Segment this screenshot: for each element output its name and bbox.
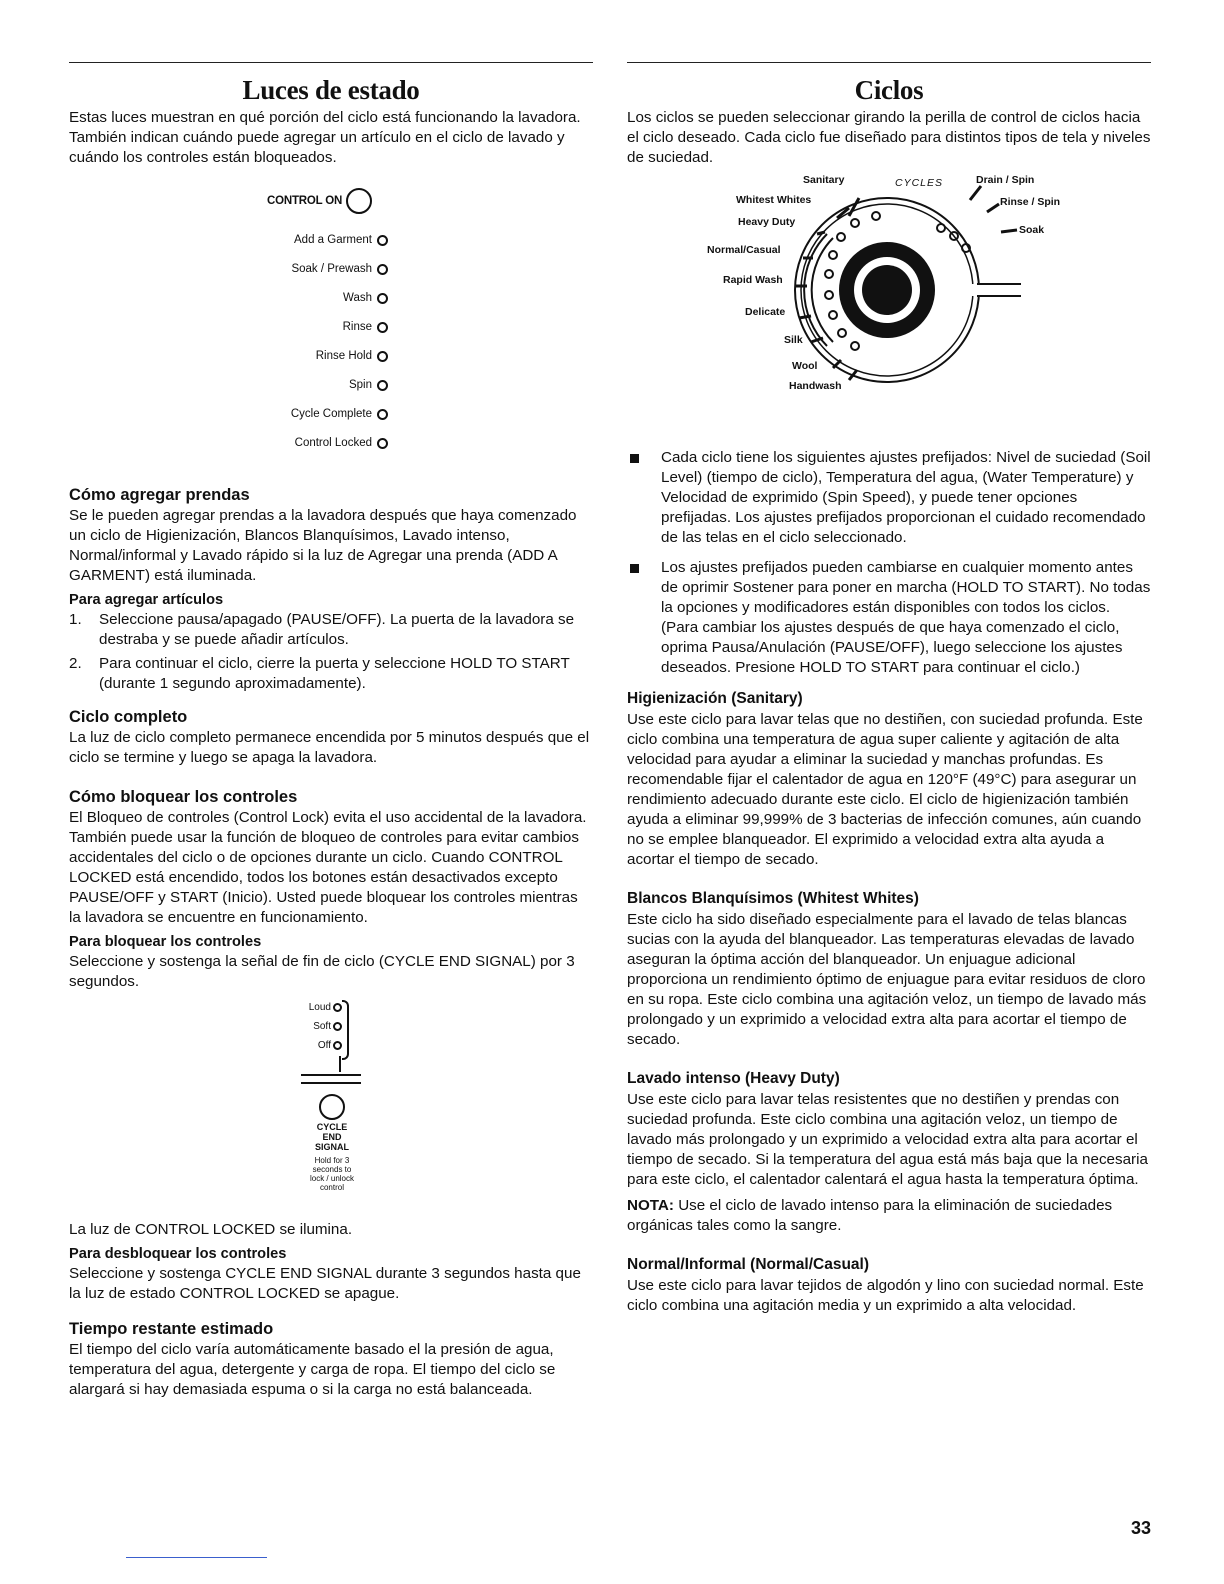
heavy-duty-note — [627, 1196, 1151, 1236]
note-label: NOTA: — [627, 1197, 674, 1214]
left-column — [69, 62, 593, 1400]
add-garments-text: Se le pueden agregar prendas a la lavadora después que haya comenzado un ciclo de Higienización, Blancos Blanquísimos, Lavado intenso, Normal/informal y Lavado rápido si la luz de Agregar una prenda (ADD A GARMENT) está iluminada. — [69, 507, 577, 584]
whitest-whites-text: Este ciclo ha sido diseñado especialmente para el lavado de telas blancas sucias con la ayuda del blanqueador. Las temperaturas elevadas de lavado aseguran la óptima acción del blanqueador. Un enjuague adicional proporciona un rendimiento óptimo de enjuague para evitar residuos de cloro en su ropa. Este ciclo combina una agitación veloz, un tiempo de lavado más prolongado y un exprimido a velocidad extra alta para acortar el tiempo de secado. — [627, 911, 1147, 1048]
bullet-square-icon — [630, 454, 639, 463]
signal-level-icon — [333, 1041, 342, 1050]
signal-level-label: Soft — [313, 1021, 331, 1032]
heading-cycle-complete: Ciclo completo — [69, 708, 188, 726]
status-light-label: Wash — [343, 292, 372, 304]
hold-line: Hold for 3 — [314, 1156, 350, 1165]
label-line: END — [322, 1132, 342, 1142]
status-lights-panel — [69, 186, 593, 474]
cycle-dial-graphic — [627, 174, 1151, 436]
dial-title: CYCLES — [895, 177, 944, 189]
status-light-row — [295, 437, 388, 449]
signal-level-label: Off — [317, 1040, 331, 1051]
top-rule — [627, 62, 1151, 63]
status-light-icon — [377, 293, 388, 304]
bullet-text: Cada ciclo tiene los siguientes ajustes prefijados: Nivel de suciedad (Soil Level) (tiempo de ciclo), Temperatura del agua, (Water Temperature) y Velocidad de exprimido (Spin Speed), y puede tener opciones prefijadas. Los ajustes prefijados proporcionan el cuidado recomendado de las telas en el ciclo seleccionado. — [661, 449, 1151, 546]
control-on-ring-icon — [346, 188, 372, 214]
status-light-row — [316, 350, 388, 362]
signal-level-row — [298, 998, 342, 1017]
bullet-item — [627, 448, 1151, 548]
unlock-controls-text: Seleccione y sostenga CYCLE END SIGNAL durante 3 segundos hasta que la luz de estado CONTROL LOCKED se apague. — [69, 1265, 581, 1302]
signal-level-icon — [333, 1022, 342, 1031]
dial-cycle-label: Whitest Whites — [736, 194, 812, 206]
heading-heavy-duty: Lavado intenso (Heavy Duty) — [627, 1070, 840, 1087]
label-line: SIGNAL — [314, 1142, 349, 1152]
hold-line: control — [319, 1183, 344, 1192]
dial-cycle-label: Wool — [792, 360, 818, 372]
step-text: Para continuar el ciclo, cierre la puerta y seleccione HOLD TO START (durante 1 segundo aproximadamente). — [99, 655, 570, 692]
cycle-complete-text: La luz de ciclo completo permanece encendida por 5 minutos después que el ciclo se termine y luego se apaga la lavadora. — [69, 729, 590, 766]
heading-add-garments: Cómo agregar prendas — [69, 486, 250, 504]
dial-cycle-label: Sanitary — [803, 174, 845, 186]
hold-instructions — [282, 1156, 382, 1192]
dial-cycle-label: Soak — [1019, 224, 1045, 236]
hold-line: lock / unlock — [309, 1174, 355, 1183]
status-light-row — [343, 321, 388, 333]
section-title-cycles: Ciclos — [854, 75, 924, 105]
normal-casual-text: Use este ciclo para lavar tejidos de algodón y lino con suciedad normal. Este ciclo combina una agitación media y un exprimido a alta velocidad. — [627, 1277, 1144, 1314]
heading-sanitary: Higienización (Sanitary) — [627, 690, 803, 707]
status-light-icon — [377, 322, 388, 333]
dial-cycle-label: Drain / Spin — [976, 174, 1035, 186]
step-text: Seleccione pausa/apagado (PAUSE/OFF). La puerta de la lavadora se destraba y se puede añadir artículos. — [99, 611, 575, 648]
hold-line: seconds to — [312, 1165, 352, 1174]
signal-level-label: Loud — [308, 1002, 331, 1013]
status-light-icon — [377, 380, 388, 391]
status-intro: Estas luces muestran en qué porción del ciclo está funcionando la lavadora. También indican cuándo puede agregar un artículo en el ciclo de lavado y cuándo los controles están bloqueados. — [69, 109, 581, 166]
control-locked-lights: La luz de CONTROL LOCKED se ilumina. — [69, 1221, 353, 1238]
right-column — [627, 62, 1151, 1316]
footer-line — [126, 1557, 267, 1558]
dial-cycle-label: Handwash — [789, 380, 842, 392]
status-light-row — [349, 379, 388, 391]
label-line: CYCLE — [316, 1122, 348, 1132]
dial-cycle-label: Rinse / Spin — [1000, 196, 1061, 208]
signal-level-row — [298, 1017, 342, 1036]
sanitary-text: Use este ciclo para lavar telas que no destiñen, con suciedad profunda. Este ciclo combina una temperatura de agua super caliente y agitación de alta velocidad para ayudar a eliminar la suciedad y manchas profundas. Es recomendable fijar el calentador de agua en 120°F (49°C) para asegurar un rendimiento adecuado durante este ciclo. El ciclo de higienización también ayuda a eliminar 99,999% de 3 bacterias de infección comunes, aún cuando no se emplee blanqueador. El exprimido a velocidad extra alta ayuda a acortar el tiempo de secado. — [627, 711, 1143, 868]
dial-cycle-label: Rapid Wash — [723, 274, 783, 286]
bullet-square-icon — [630, 564, 639, 573]
lock-controls-text: El Bloqueo de controles (Control Lock) evita el uso accidental de la lavadora. También puede usar la función de bloqueo de controles para evitar cambios accidentales del ciclo o de opciones durante un ciclo. Cuando CONTROL LOCKED está encendido, todos los botones están desactivados excepto PAUSE/OFF y START (Inicio). Usted puede bloquear los controles mientras la lavadora se encuentre en funcionamiento. — [69, 809, 587, 926]
status-light-row — [291, 263, 388, 275]
heavy-duty-text: Use este ciclo para lavar telas resistentes que no destiñen y prendas con suciedad profunda. Este ciclo combina una agitación veloz, un tiempo de lavado más prolongado y un exprimido a velocidad extra alta para acortar el tiempo de secado. Si la temperatura del agua está más baja que la necesaria para este ciclo, el calentador calentará el agua hasta la temperatura óptima. — [627, 1091, 1148, 1188]
status-light-label: Spin — [348, 379, 372, 391]
dial-cycle-label: Silk — [784, 334, 803, 346]
status-light-icon — [377, 235, 388, 246]
cycle-dial-diagram — [627, 174, 1151, 436]
step-item — [69, 654, 593, 694]
dial-cycle-label: Normal/Casual — [707, 244, 781, 256]
signal-level-row — [298, 1036, 342, 1055]
status-light-icon — [377, 264, 388, 275]
status-light-row — [294, 234, 388, 246]
divider — [301, 1082, 361, 1084]
note-text: Use el ciclo de lavado intenso para la eliminación de suciedades orgánicas tales como la sangre. — [627, 1197, 1113, 1234]
dial-cycle-label: Delicate — [745, 306, 786, 318]
status-light-label: Soak / Prewash — [291, 263, 372, 275]
heading-time-remaining: Tiempo restante estimado — [69, 1320, 274, 1338]
step-number: 1. — [69, 611, 82, 628]
subheading-lock-controls: Para bloquear los controles — [69, 934, 262, 950]
status-light-icon — [377, 351, 388, 362]
bullet-item — [627, 558, 1151, 678]
control-on-label: CONTROL ON — [267, 195, 343, 207]
connector-line — [339, 1056, 341, 1072]
signal-level-icon — [333, 1003, 342, 1012]
cycle-end-signal-label — [282, 1122, 382, 1152]
subheading-unlock-controls: Para desbloquear los controles — [69, 1246, 287, 1262]
cycle-end-signal-panel — [69, 998, 593, 1220]
heading-whitest-whites: Blancos Blanquísimos (Whitest Whites) — [627, 890, 919, 907]
cycle-end-signal-button — [319, 1094, 345, 1120]
cycle-notes-list — [627, 448, 1151, 678]
status-light-row — [291, 408, 388, 420]
signal-level-selector — [298, 998, 342, 1055]
status-light-label: Rinse — [342, 321, 372, 333]
control-on-indicator — [267, 188, 372, 214]
top-rule — [69, 62, 593, 63]
heading-lock-controls: Cómo bloquear los controles — [69, 788, 298, 806]
status-light-label: Cycle Complete — [290, 408, 372, 420]
step-number: 2. — [69, 655, 82, 672]
status-light-icon — [377, 409, 388, 420]
dial-cycle-label: Heavy Duty — [738, 216, 796, 228]
divider — [301, 1074, 361, 1076]
status-light-icon — [377, 438, 388, 449]
add-items-steps — [69, 610, 593, 694]
subheading-add-items: Para agregar artículos — [69, 592, 224, 608]
time-remaining-text: El tiempo del ciclo varía automáticamente basado el la presión de agua, temperatura del agua, detergente y carga de ropa. El tiempo del ciclo se alargará si hay demasiada espuma o si la carga no está balanceada. — [69, 1341, 556, 1398]
lock-controls-instruction: Seleccione y sostenga la señal de fin de ciclo (CYCLE END SIGNAL) por 3 segundos. — [69, 953, 575, 990]
status-light-row — [343, 292, 388, 304]
cycles-intro: Los ciclos se pueden seleccionar girando la perilla de control de ciclos hacia el ciclo deseado. Cada ciclo fue diseñado para distintos tipos de tela y niveles de suciedad. — [627, 109, 1151, 166]
bullet-text: Los ajustes prefijados pueden cambiarse en cualquier momento antes de oprimir Sostener para poner en marcha (HOLD TO START). No todas la opciones y modificadores están disponibles con todos los ciclos. (Para cambiar los ajustes después de que haya comenzado el ciclo, oprima Pausa/Anulación (PAUSE/OFF), luego seleccione los ajustes deseados. Presione HOLD TO START para continuar el ciclo.) — [661, 559, 1151, 676]
heading-normal-casual: Normal/Informal (Normal/Casual) — [627, 1256, 870, 1273]
step-item — [69, 610, 593, 650]
bracket-icon — [342, 1000, 349, 1060]
page-number: 33 — [1130, 1518, 1151, 1538]
status-light-label: Add a Garment — [294, 234, 372, 246]
section-title-status-lights: Luces de estado — [242, 75, 420, 105]
status-light-label: Rinse Hold — [315, 350, 372, 362]
status-light-label: Control Locked — [294, 437, 372, 449]
